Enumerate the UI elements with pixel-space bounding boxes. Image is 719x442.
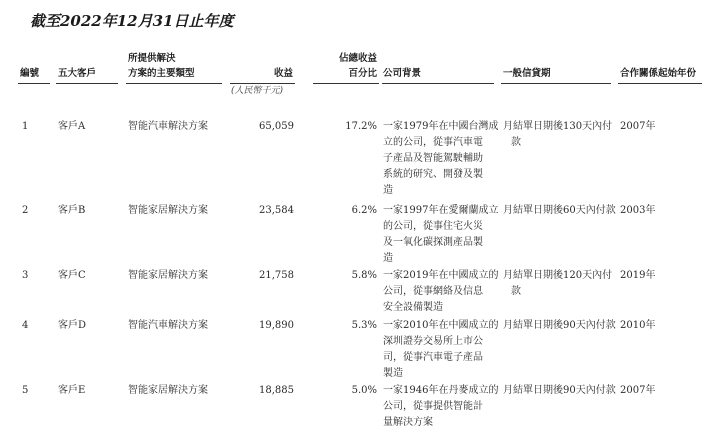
row-1-background-line: 立的公司，從事汽車電 (383, 137, 483, 148)
row-1-credit-line: 款 (511, 137, 521, 148)
header-credit-period: 一般信貸期 (503, 68, 551, 79)
row-2-customer: 客戶B (58, 205, 86, 216)
row-2-background-line: 造 (383, 253, 393, 264)
row-2-revenue: 23,584 (259, 205, 294, 216)
row-1-credit (503, 119, 612, 151)
row-1-revenue: 65,059 (259, 121, 294, 132)
row-3-credit-line: 款 (511, 286, 521, 297)
row-4-credit (503, 318, 616, 334)
row-4-year: 2010年 (620, 320, 656, 331)
row-3-year: 2019年 (620, 270, 656, 281)
header-rule (501, 83, 611, 84)
row-2-no: 2 (22, 205, 29, 216)
row-4-background (383, 318, 498, 382)
table-title: 截至2022年12月31日止年度 (30, 12, 234, 30)
row-3-credit (503, 268, 612, 300)
row-1-background-line: 造 (383, 185, 393, 196)
header-rule (56, 83, 118, 84)
header-background: 公司背景 (383, 68, 422, 79)
row-1-pct: 17.2% (345, 121, 377, 132)
row-4-background-line: 製造 (383, 368, 403, 379)
row-3-background-line: 安全設備製造 (383, 302, 443, 313)
header-rule (313, 83, 379, 84)
row-4-pct: 5.3% (351, 320, 377, 331)
row-3-background (383, 268, 498, 316)
row-5-background-line: 一家1946年在丹麥成立的 (383, 385, 499, 396)
row-5-background-line: 量解決方案 (383, 417, 433, 428)
row-5-background-line: 公司，從事提供智能計 (383, 401, 483, 412)
row-1-background-line: 一家1979年在中國台灣成 (383, 121, 499, 132)
row-2-solution: 智能家居解決方案 (128, 205, 208, 216)
row-5-year: 2007年 (620, 385, 656, 396)
row-3-background-line: 公司，從事網絡及信息 (383, 286, 483, 297)
row-3-no: 3 (22, 270, 29, 281)
row-5-pct: 5.0% (351, 385, 377, 396)
header-revenue-pct-line1: 佔總收益 (338, 53, 377, 64)
row-4-background-line: 深圳證券交易所上市公 (383, 336, 483, 347)
row-1-no: 1 (22, 121, 29, 132)
row-5-customer: 客戶E (58, 385, 86, 396)
header-revenue-unit: (人民幣千元) (231, 86, 284, 96)
row-2-background-line: 的公司，從事住宅火災 (383, 221, 483, 232)
header-solution-type-line1: 所提供解決 (128, 53, 176, 64)
row-5-solution: 智能家居解決方案 (128, 385, 208, 396)
header-rule (382, 83, 494, 84)
header-start-year: 合作關係起始年份 (620, 68, 697, 79)
header-solution-type-line2: 方案的主要類型 (128, 68, 195, 79)
row-3-credit-line: 月結單日期後120天內付 (503, 270, 613, 281)
row-3-solution: 智能家居解決方案 (128, 270, 208, 281)
row-3-revenue: 21,758 (259, 270, 294, 281)
row-5-background (383, 383, 498, 431)
header-customer: 五大客戶 (58, 68, 97, 79)
row-2-background (383, 203, 498, 267)
row-1-credit-line: 月結單日期後130天內付 (503, 121, 613, 132)
header-revenue-pct-line2: 百分比 (348, 68, 377, 79)
header-revenue: 收益 (273, 68, 293, 79)
row-4-no: 4 (22, 320, 29, 331)
header-rule (618, 83, 702, 84)
row-2-pct: 6.2% (351, 205, 377, 216)
row-1-background-line: 系統的研究、開發及製 (383, 169, 483, 180)
row-1-background (383, 119, 498, 199)
row-2-year: 2003年 (620, 205, 656, 216)
row-5-no: 5 (22, 385, 29, 396)
row-2-background-line: 一家1997年在愛爾蘭成立 (383, 205, 499, 216)
row-4-credit-line: 月結單日期後90天內付款 (503, 320, 616, 331)
row-4-solution: 智能汽車解決方案 (128, 320, 208, 331)
row-2-credit (503, 203, 616, 219)
row-4-background-line: 司，從事汽車電子產品 (383, 352, 483, 363)
row-5-revenue: 18,885 (259, 385, 294, 396)
row-2-background-line: 及一氧化碳探測產品製 (383, 237, 483, 248)
row-1-customer: 客戶A (58, 121, 86, 132)
row-4-background-line: 一家2010年在中國成立的 (383, 320, 499, 331)
header-rule (230, 83, 295, 84)
row-1-background-line: 子產品及智能駕駛輔助 (383, 153, 483, 164)
header-rule (126, 83, 222, 84)
row-3-pct: 5.8% (351, 270, 377, 281)
row-3-background-line: 一家2019年在中國成立的 (383, 270, 499, 281)
header-rule (18, 83, 50, 84)
row-1-solution: 智能汽車解決方案 (128, 121, 208, 132)
row-2-credit-line: 月結單日期後60天內付款 (503, 205, 616, 216)
row-4-revenue: 19,890 (259, 320, 294, 331)
row-4-customer: 客戶D (58, 320, 87, 331)
header-no: 編號 (20, 68, 40, 79)
row-5-credit (503, 383, 616, 399)
row-3-customer: 客戶C (58, 270, 86, 281)
row-5-credit-line: 月結單日期後90天內付款 (503, 385, 616, 396)
row-1-year: 2007年 (620, 121, 656, 132)
